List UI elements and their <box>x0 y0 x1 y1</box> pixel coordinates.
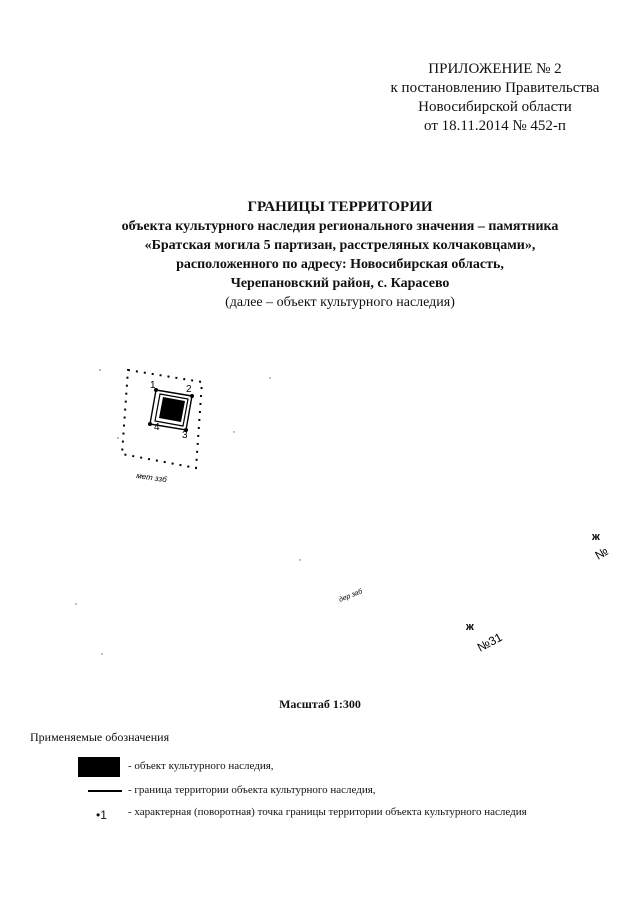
scan-speck <box>75 603 76 604</box>
house-marker-right: ж <box>592 531 600 543</box>
boundary-line-symbol <box>88 790 122 792</box>
scan-speck <box>117 437 119 439</box>
title-heading: ГРАНИЦЫ ТЕРРИТОРИИ <box>247 199 433 215</box>
scan-speck <box>299 559 300 560</box>
legend-symbol-area <box>30 781 120 801</box>
document-title <box>40 198 640 312</box>
legend-label: - характерная (поворотная) точка границы территории объекта культурного наследия <box>128 806 527 818</box>
black-fill-symbol <box>78 757 120 777</box>
point-label-2: 2 <box>186 384 192 395</box>
turning-point-4 <box>148 422 152 426</box>
house-number-31: №31 <box>474 629 505 655</box>
point-label-1: 1 <box>150 380 156 391</box>
appendix-region: Новосибирской области <box>418 99 572 115</box>
title-line-4: Черепановский район, с. Карасево <box>230 276 450 291</box>
heritage-object <box>159 397 185 422</box>
appendix-block <box>380 60 610 136</box>
title-line-2: «Братская могила 5 партизан, расстреляных колчаковцами», <box>144 238 536 253</box>
legend-title: Применяемые обозначения <box>30 730 170 744</box>
legend-symbol-area <box>30 803 120 823</box>
scan-speck <box>101 653 102 654</box>
boundary-map <box>0 350 640 670</box>
appendix-date: от 18.11.2014 № 452-п <box>424 118 566 134</box>
wooden-fence-label: дер заб <box>338 588 364 604</box>
point-label-4: 4 <box>154 422 160 433</box>
legend-label: - граница территории объекта культурного наследия, <box>128 784 376 796</box>
scan-speck <box>99 369 101 371</box>
metal-fence-label: мет ззб <box>135 471 168 485</box>
title-line-3: расположенного по адресу: Новосибирская область, <box>176 257 504 272</box>
appendix-decree: к постановлению Правительства <box>390 80 600 96</box>
scan-speck <box>233 431 234 432</box>
scan-speck <box>269 377 270 378</box>
point-symbol: •1 <box>96 808 107 822</box>
point-label-3: 3 <box>182 430 188 441</box>
title-line-1: объекта культурного наследия регионального значения – памятника <box>121 219 559 234</box>
house-marker-31: ж <box>466 621 474 633</box>
legend-label: - объект культурного наследия, <box>128 760 274 772</box>
map-scale: Масштаб 1:300 <box>279 697 361 711</box>
legend-symbol-area <box>30 757 120 777</box>
title-line-5: (далее – объект культурного наследия) <box>225 295 455 310</box>
house-number-partial: № <box>592 544 611 563</box>
appendix-number: ПРИЛОЖЕНИЕ № 2 <box>428 61 562 77</box>
